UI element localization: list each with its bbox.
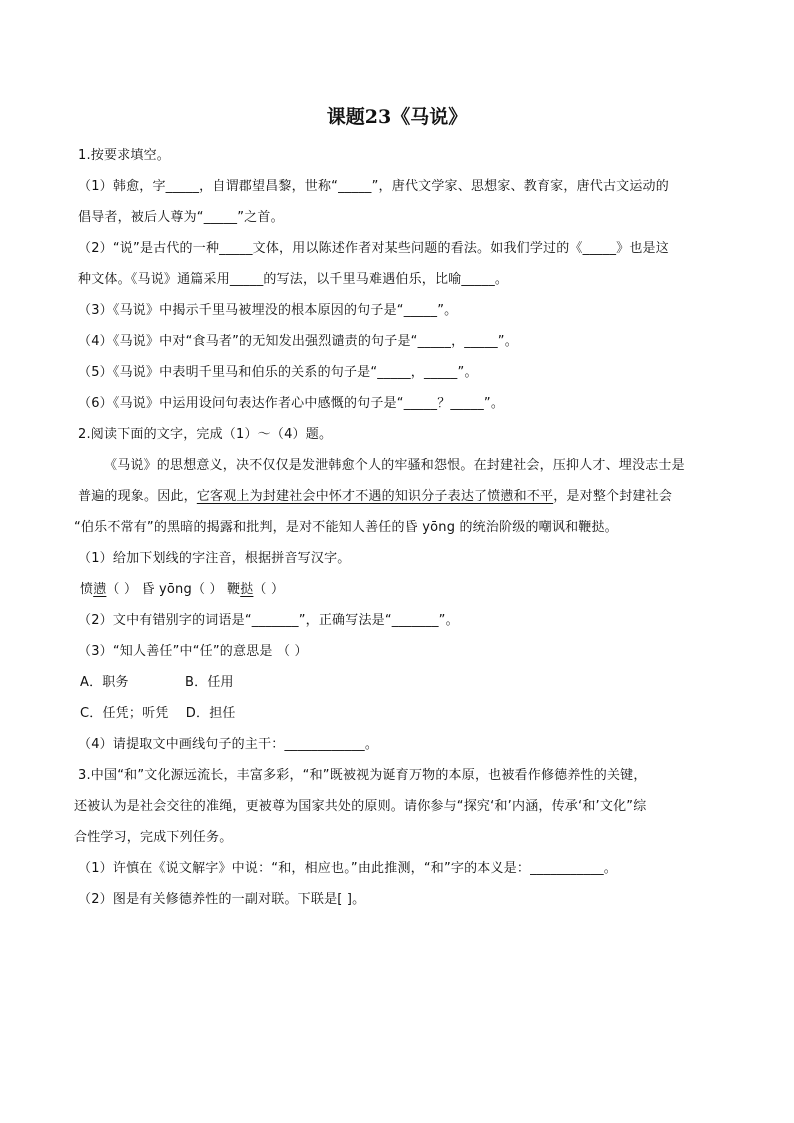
- q1-part2-line1: （2）“说”是古代的一种_____文体，用以陈述作者对某些问题的看法。如我们学过的《_____》也是这: [78, 241, 669, 256]
- q2-part4: （4）请提取文中画线句子的主干：____________。: [78, 737, 379, 752]
- q2-part2: （2）文中有错别字的词语是“_______”，正确写法是“_______”。: [78, 613, 459, 628]
- q1-part4: （4）《马说》中对“食马者”的无知发出强烈谴责的句子是“_____，_____”。: [78, 334, 518, 349]
- q3-part2: （2）图是有关修德养性的一副对联。下联是[ ]。: [78, 892, 366, 907]
- page-title: 课题23《马说》: [326, 106, 468, 128]
- q2-part1-end: （ ）: [253, 582, 285, 597]
- q2-option-cd: C．任凭；听凭 D．担任: [80, 706, 236, 721]
- q1-part2-line2: 种文体。《马说》通篇采用_____的写法，以千里马难遇伯乐，比喻_____。: [78, 272, 509, 287]
- question-3-line2: 还被认为是社会交往的准绳，更被尊为国家共处的原则。请你参与“探究‘和’内涵，传承‘和’文化”综: [74, 799, 647, 814]
- passage-line-3: “伯乐不常有”的黑暗的揭露和批判，是对不能知人善任的昏 yōng 的统治阶级的嘲讽和鞭挞。: [74, 520, 618, 535]
- underlined-sentence: 它客观上为封建社会中怀才不遇的知识分子表达了愤懑和不平: [196, 489, 554, 504]
- question-2-heading: 2.阅读下面的文字，完成（1）～（4）题。: [78, 427, 333, 442]
- q2-option-ab: A．职务 B．任用: [80, 675, 234, 690]
- passage-line-2-start: 普遍的现象。因此，: [78, 489, 197, 504]
- q1-part5: （5）《马说》中表明千里马和伯乐的关系的句子是“_____，_____”。: [78, 365, 478, 380]
- question-3-line1: 3.中国“和”文化源远流长，丰富多彩，“和”既被视为诞育万物的本原，也被看作修德养性的关键，: [78, 768, 647, 783]
- passage-line-2-end: ，是对整个封建社会: [553, 489, 673, 504]
- underlined-char-ta: 挞: [240, 582, 254, 597]
- q1-part3: （3）《马说》中揭示千里马被埋没的根本原因的句子是“_____”。: [78, 303, 458, 318]
- q1-part6: （6）《马说》中运用设问句表达作者心中感慨的句子是“_____？_____”。: [78, 396, 505, 411]
- q2-part1-middle: （ ） 昏 yōng（ ） 鞭: [106, 582, 241, 597]
- passage-line-2: [78, 487, 672, 507]
- passage-line-1: 《马说》的思想意义，决不仅仅是发泄韩愈个人的牢骚和怨恨。在封建社会，压抑人才、埋没志士是: [104, 458, 685, 473]
- underlined-char-men: 懑: [93, 582, 107, 597]
- q1-part1-line1: （1）韩愈，字_____，自谓郡望昌黎，世称“_____”，唐代文学家、思想家、教育家，唐代古文运动的: [78, 179, 669, 194]
- question-1-heading: 1.按要求填空。: [78, 148, 171, 163]
- q2-part3: （3）“知人善任”中“任”的意思是 （ ）: [78, 644, 308, 659]
- question-3-line3: 合性学习，完成下列任务。: [74, 830, 233, 845]
- word-fenmen-prefix: 愤: [80, 582, 94, 597]
- q2-part1-items: [80, 580, 284, 600]
- q3-part1: （1）许慎在《说文解字》中说：“和，相应也。”由此推测，“和”字的本义是：___________。: [78, 861, 618, 876]
- q2-part1: （1）给加下划线的字注音，根据拼音写汉字。: [78, 551, 351, 566]
- q1-part1-line2: 倡导者，被后人尊为“_____”之首。: [78, 210, 284, 225]
